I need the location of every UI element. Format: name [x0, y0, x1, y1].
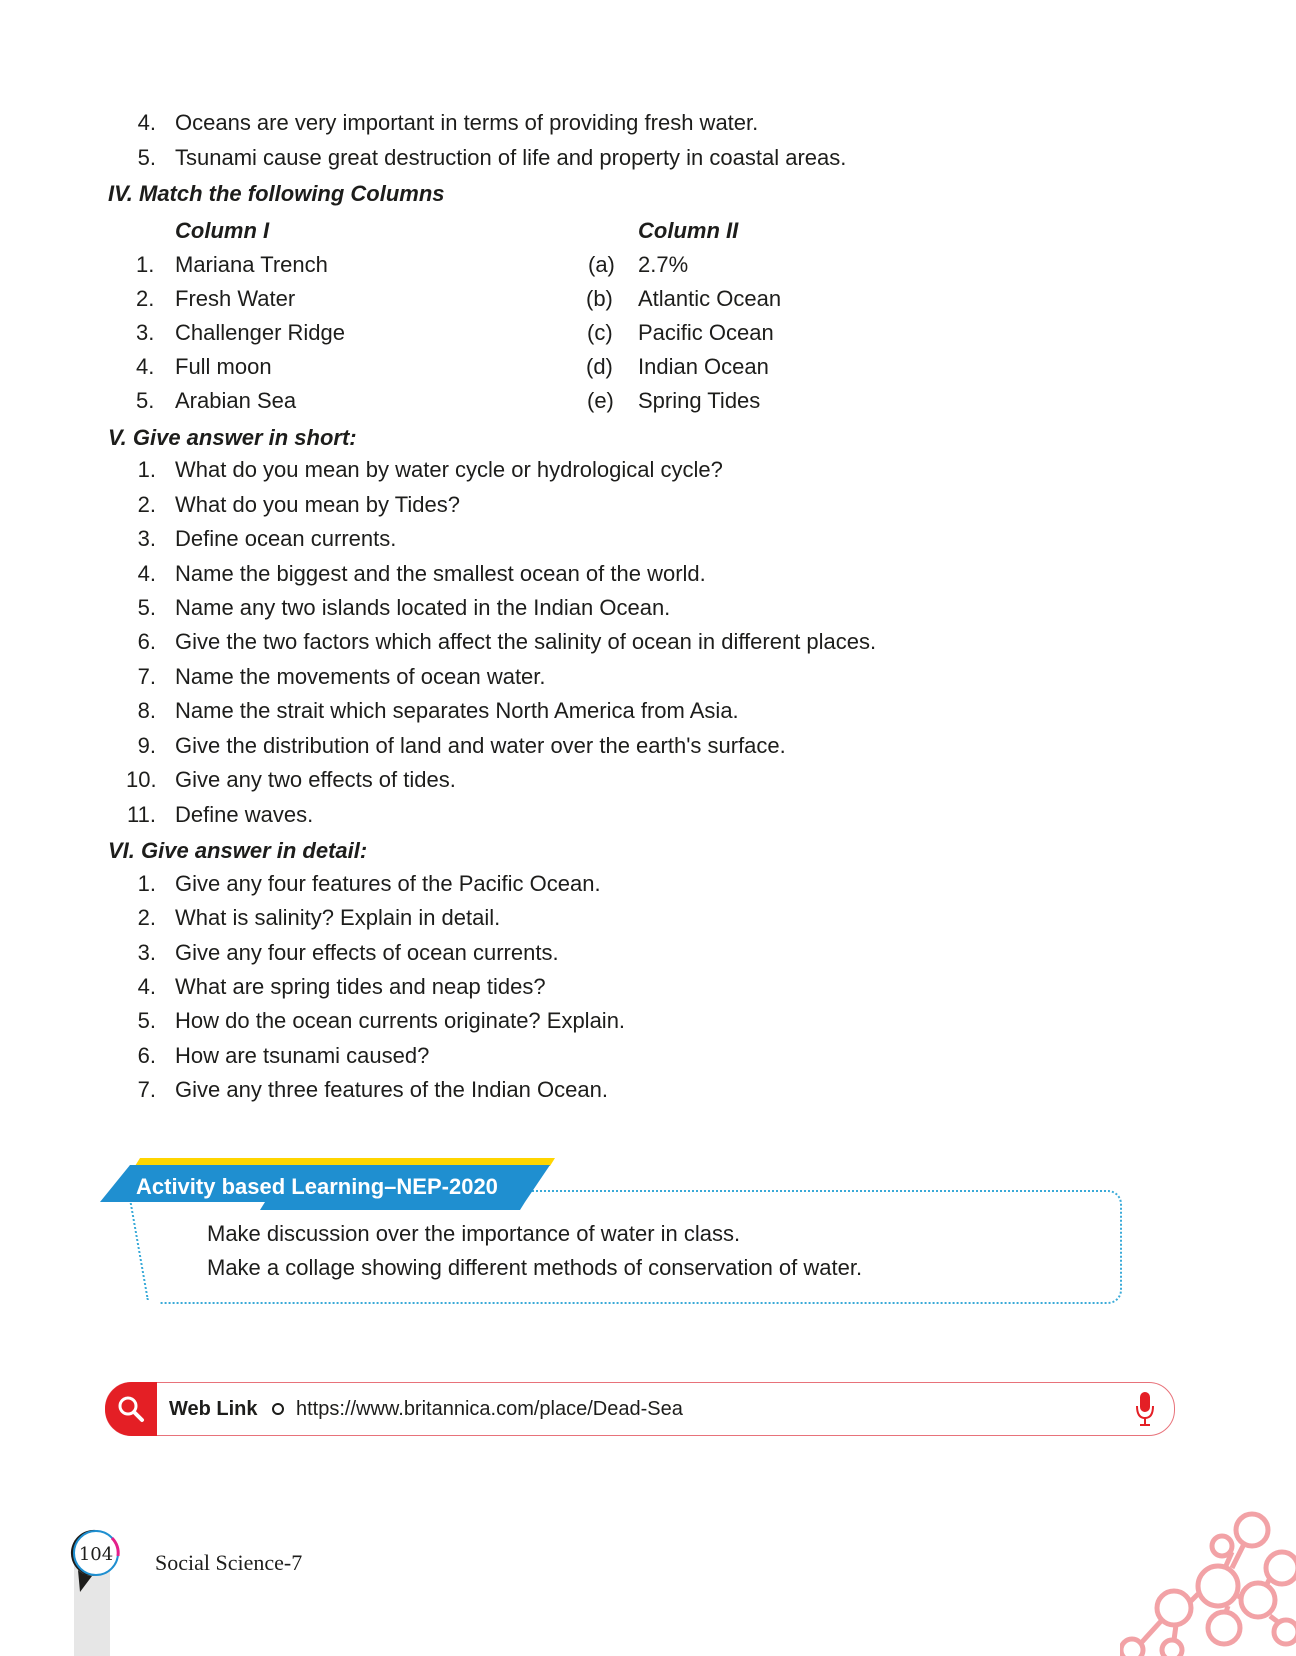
item-text: What is salinity? Explain in detail.	[175, 905, 501, 930]
item-text: Name the biggest and the smallest ocean of the world.	[175, 561, 706, 586]
item-number: 5.	[137, 145, 156, 170]
web-link-url[interactable]: https://www.britannica.com/place/Dead-Sea	[296, 1398, 683, 1420]
item-number: 9.	[137, 733, 156, 758]
item-text: What do you mean by water cycle or hydrological cycle?	[175, 457, 723, 482]
item-number: 2.	[137, 905, 156, 930]
short-answer-heading: V. Give answer in short:	[108, 425, 357, 450]
column-2-value: Pacific Ocean	[638, 320, 774, 345]
option-letter: (e)	[587, 388, 614, 413]
item-number: 4.	[137, 110, 156, 135]
option-letter: (b)	[586, 286, 613, 311]
item-text: How are tsunami caused?	[175, 1043, 430, 1068]
column-1-value: Full moon	[175, 354, 272, 379]
item-number: 5.	[137, 595, 156, 620]
activity-line-2: Make a collage showing different methods of conservation of water.	[207, 1255, 863, 1280]
column-2-value: Indian Ocean	[638, 354, 769, 379]
book-title: Social Science-7	[155, 1550, 303, 1575]
item-number: 6.	[137, 1043, 156, 1068]
item-text: Give any four features of the Pacific Ocean.	[175, 871, 601, 896]
item-number: 11.	[127, 802, 156, 827]
item-text: What do you mean by Tides?	[175, 492, 460, 517]
search-icon	[105, 1382, 157, 1436]
item-number: 4.	[137, 974, 156, 999]
item-text: What are spring tides and neap tides?	[175, 974, 546, 999]
item-text: Give any four effects of ocean currents.	[175, 940, 559, 965]
item-text: Tsunami cause great destruction of life and property in coastal areas.	[175, 145, 847, 170]
option-letter: (c)	[587, 320, 613, 345]
row-number: 4.	[136, 354, 155, 379]
row-number: 5.	[136, 388, 155, 413]
item-number: 3.	[137, 526, 156, 551]
option-letter: (d)	[586, 354, 613, 379]
bullet-ring-icon	[271, 1402, 285, 1416]
row-number: 1.	[136, 252, 155, 277]
column-1-value: Arabian Sea	[175, 388, 297, 413]
column-2-heading: Column II	[638, 218, 739, 243]
item-number: 4.	[137, 561, 156, 586]
page-number: 104	[78, 1544, 114, 1565]
column-1-value: Fresh Water	[175, 286, 296, 311]
activity-title: Activity based Learning–NEP-2020	[136, 1174, 498, 1199]
match-heading: IV. Match the following Columns	[108, 181, 445, 206]
column-2-value: 2.7%	[638, 252, 689, 277]
row-number: 2.	[136, 286, 155, 311]
item-number: 5.	[137, 1008, 156, 1033]
item-number: 7.	[137, 664, 156, 689]
item-number: 2.	[137, 492, 156, 517]
activity-line-1: Make discussion over the importance of water in class.	[207, 1221, 741, 1246]
column-2-value: Spring Tides	[638, 388, 761, 413]
item-text: Define ocean currents.	[175, 526, 397, 551]
item-text: Give the two factors which affect the salinity of ocean in different places.	[175, 629, 877, 654]
column-2-value: Atlantic Ocean	[638, 286, 782, 311]
item-number: 1.	[137, 871, 156, 896]
column-1-value: Challenger Ridge	[175, 320, 345, 345]
column-1-heading: Column I	[175, 218, 270, 243]
detail-answer-heading: VI. Give answer in detail:	[108, 838, 368, 863]
web-link-label: Web Link	[169, 1398, 258, 1420]
item-text: Name any two islands located in the Indian Ocean.	[175, 595, 671, 620]
item-text: Define waves.	[175, 802, 314, 827]
item-text: Oceans are very important in terms of providing fresh water.	[175, 110, 759, 135]
match-row	[0, 251, 1296, 281]
banner-yellow-stripe	[135, 1158, 555, 1166]
item-number: 1.	[137, 457, 156, 482]
match-row	[0, 387, 1296, 417]
item-text: Name the strait which separates North America from Asia.	[175, 698, 739, 723]
item-text: Give any three features of the Indian Ocean.	[175, 1077, 608, 1102]
match-row	[0, 319, 1296, 349]
item-number: 3.	[137, 940, 156, 965]
item-number: 10.	[126, 767, 157, 792]
match-row	[0, 353, 1296, 383]
item-text: Give any two effects of tides.	[175, 767, 456, 792]
banner-blue-tab	[260, 1202, 525, 1210]
item-number: 8.	[137, 698, 156, 723]
item-number: 6.	[137, 629, 156, 654]
match-row	[0, 285, 1296, 315]
column-1-value: Mariana Trench	[175, 252, 328, 277]
microphone-icon[interactable]	[1134, 1390, 1156, 1428]
item-text: Name the movements of ocean water.	[175, 664, 546, 689]
option-letter: (a)	[588, 252, 615, 277]
molecule-decoration	[1120, 1500, 1296, 1656]
row-number: 3.	[136, 320, 155, 345]
item-number: 7.	[137, 1077, 156, 1102]
web-link-icon-box	[105, 1382, 157, 1436]
item-text: Give the distribution of land and water over the earth's surface.	[175, 733, 786, 758]
item-text: How do the ocean currents originate? Explain.	[175, 1008, 626, 1033]
